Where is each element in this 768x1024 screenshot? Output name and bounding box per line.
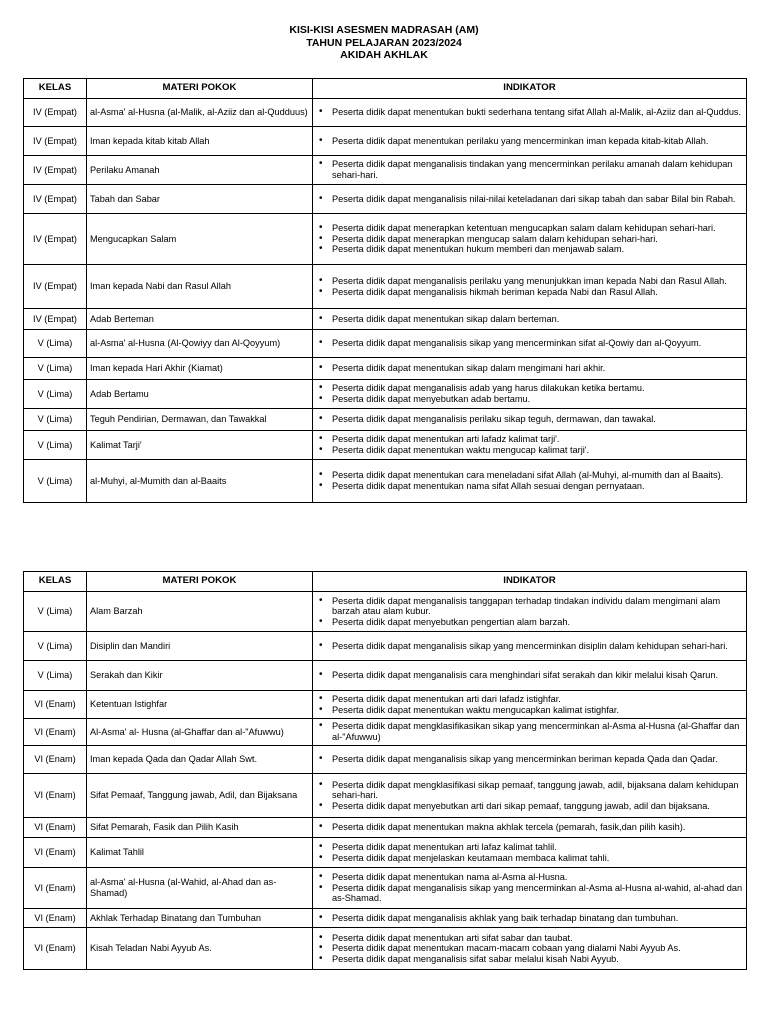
cell-materi-pokok: Teguh Pendirian, Dermawan, dan Tawakkal xyxy=(87,409,313,431)
indikator-item: • Peserta didik dapat menganalisis akhlak yang baik terhadap binatang dan tumbuhan. xyxy=(316,913,743,924)
cell-materi-pokok: Sifat Pemarah, Fasik dan Pilih Kasih xyxy=(87,818,313,838)
table-row xyxy=(24,928,747,970)
cell-kelas: VI (Enam) xyxy=(24,838,87,868)
cell-materi-pokok: Akhlak Terhadap Binatang dan Tumbuhan xyxy=(87,909,313,928)
indikator-item: • Peserta didik dapat menentukan macam-macam cobaan yang dialami Nabi Ayyub As. xyxy=(316,943,743,954)
cell-kelas: V (Lima) xyxy=(24,431,87,460)
table-row xyxy=(24,661,747,691)
indikator-list xyxy=(316,194,743,205)
cell-materi-pokok: al-Asma' al-Husna (Al-Qowiyy dan Al-Qoyyum) xyxy=(87,330,313,358)
cell-materi-pokok: Mengucapkan Salam xyxy=(87,214,313,265)
cell-materi-pokok: Kisah Teladan Nabi Ayyub As. xyxy=(87,928,313,970)
cell-indikator xyxy=(313,928,747,970)
cell-kelas: VI (Enam) xyxy=(24,746,87,774)
indikator-item: • Peserta didik dapat menganalisis adab yang harus dilakukan ketika bertamu. xyxy=(316,383,743,394)
indikator-list xyxy=(316,641,743,652)
header-indikator: INDIKATOR xyxy=(313,572,747,592)
cell-kelas: IV (Empat) xyxy=(24,127,87,156)
indikator-list xyxy=(316,872,743,904)
cell-indikator xyxy=(313,691,747,719)
cell-kelas: VI (Enam) xyxy=(24,928,87,970)
indikator-list xyxy=(316,338,743,349)
cell-materi-pokok: Iman kepada Nabi dan Rasul Allah xyxy=(87,265,313,309)
indikator-list xyxy=(316,913,743,924)
cell-indikator xyxy=(313,214,747,265)
table-row xyxy=(24,592,747,632)
table-row xyxy=(24,774,747,818)
indikator-list xyxy=(316,721,743,742)
indikator-item: • Peserta didik dapat menganalisis sifat sabar melalui kisah Nabi Ayyub. xyxy=(316,954,743,965)
cell-indikator xyxy=(313,156,747,185)
table-header-row xyxy=(24,79,747,99)
cell-indikator xyxy=(313,380,747,409)
subject-name: AKIDAH AKHLAK xyxy=(340,49,428,61)
cell-materi-pokok: Iman kepada Hari Akhir (Kiamat) xyxy=(87,358,313,380)
cell-indikator xyxy=(313,746,747,774)
cell-kelas: VI (Enam) xyxy=(24,719,87,746)
indikator-list xyxy=(316,314,743,325)
cell-materi-pokok: Kalimat Tahlil xyxy=(87,838,313,868)
cell-kelas: VI (Enam) xyxy=(24,868,87,909)
indikator-list xyxy=(316,434,743,455)
indikator-list xyxy=(316,363,743,374)
table-row xyxy=(24,460,747,503)
cell-indikator xyxy=(313,185,747,214)
table-row xyxy=(24,99,747,127)
table-row xyxy=(24,309,747,330)
indikator-list xyxy=(316,276,743,297)
table-row xyxy=(24,868,747,909)
cell-kelas: VI (Enam) xyxy=(24,909,87,928)
cell-kelas: V (Lima) xyxy=(24,330,87,358)
table-row xyxy=(24,185,747,214)
cell-kelas: VI (Enam) xyxy=(24,774,87,818)
cell-kelas: IV (Empat) xyxy=(24,214,87,265)
header-kelas: KELAS xyxy=(24,572,87,592)
indikator-item: • Peserta didik dapat menganalisis cara menghindari sifat serakah dan kikir melalui kisah Qarun. xyxy=(316,670,743,681)
cell-kelas: V (Lima) xyxy=(24,661,87,691)
indikator-item: • Peserta didik dapat menentukan makna akhlak tercela (pemarah, fasik,dan pilih kasih). xyxy=(316,822,743,833)
indikator-item: • Peserta didik dapat menentukan nama al-Asma al-Husna. xyxy=(316,872,743,883)
indikator-item: • Peserta didik dapat mengklasifikasikan sikap yang mencerminkan al-Asma al-Husna (al-Ghaffar dan al-"Afuwwu) xyxy=(316,721,743,742)
indikator-item: • Peserta didik dapat menerapkan mengucap salam dalam kehidupan sehari-hari. xyxy=(316,234,743,245)
kisi-table-2 xyxy=(23,571,747,970)
cell-indikator xyxy=(313,632,747,661)
cell-kelas: V (Lima) xyxy=(24,460,87,503)
indikator-item: • Peserta didik dapat menentukan waktu mengucapkan kalimat istighfar. xyxy=(316,705,743,716)
indikator-item: • Peserta didik dapat mengklasifikasi sikap pemaaf, tanggung jawab, adil, bijaksana dalam kehidupan sehari-hari. xyxy=(316,780,743,801)
indikator-list xyxy=(316,159,743,180)
indikator-item: • Peserta didik dapat menganalisis tanggapan terhadap tindakan individu dalam mengimani alam barzah atau alam kubur. xyxy=(316,596,743,617)
indikator-list xyxy=(316,596,743,628)
cell-materi-pokok: Kalimat Tarji' xyxy=(87,431,313,460)
indikator-item: • Peserta didik dapat menyebutkan pengertian alam barzah. xyxy=(316,617,743,628)
table-row xyxy=(24,214,747,265)
indikator-item: • Peserta didik dapat menentukan arti dari lafadz istighfar. xyxy=(316,694,743,705)
cell-indikator xyxy=(313,431,747,460)
table-row xyxy=(24,127,747,156)
indikator-item: • Peserta didik dapat menganalisis sikap yang mencerminkan al-Asma al-Husna al-wahid, al-ahad dan as-Shamad. xyxy=(316,883,743,904)
indikator-item: • Peserta didik dapat menentukan arti sifat sabar dan taubat. xyxy=(316,933,743,944)
cell-kelas: V (Lima) xyxy=(24,380,87,409)
cell-kelas: IV (Empat) xyxy=(24,156,87,185)
indikator-item: • Peserta didik dapat menentukan nama sifat Allah sesuai dengan pernyataan. xyxy=(316,481,743,492)
indikator-item: • Peserta didik dapat menentukan bukti sederhana tentang sifat Allah al-Malik, al-Aziiz dan al-Quddus. xyxy=(316,107,743,118)
cell-indikator xyxy=(313,330,747,358)
cell-materi-pokok: Disiplin dan Mandiri xyxy=(87,632,313,661)
indikator-list xyxy=(316,754,743,765)
indikator-list xyxy=(316,383,743,404)
indikator-item: • Peserta didik dapat menentukan sikap dalam berteman. xyxy=(316,314,743,325)
cell-indikator xyxy=(313,265,747,309)
table-row xyxy=(24,358,747,380)
indikator-item: • Peserta didik dapat menganalisis sikap yang mencerminkan beriman kepada Qada dan Qadar. xyxy=(316,754,743,765)
indikator-item: • Peserta didik dapat menganalisis hikmah beriman kepada Nabi dan Rasul Allah. xyxy=(316,287,743,298)
table-row xyxy=(24,265,747,309)
cell-materi-pokok: Adab Bertamu xyxy=(87,380,313,409)
indikator-list xyxy=(316,822,743,833)
table-row xyxy=(24,909,747,928)
indikator-list xyxy=(316,694,743,715)
cell-indikator xyxy=(313,592,747,632)
cell-materi-pokok: Alam Barzah xyxy=(87,592,313,632)
table-row xyxy=(24,838,747,868)
table-row xyxy=(24,746,747,774)
header-kelas: KELAS xyxy=(24,79,87,99)
indikator-item: • Peserta didik dapat menjelaskan keutamaan membaca kalimat tahli. xyxy=(316,853,743,864)
cell-indikator xyxy=(313,99,747,127)
table-row xyxy=(24,818,747,838)
header-materi-pokok: MATERI POKOK xyxy=(87,572,313,592)
table-row xyxy=(24,632,747,661)
cell-materi-pokok: al-Asma' al-Husna (al-Wahid, al-Ahad dan as-Shamad) xyxy=(87,868,313,909)
cell-materi-pokok: Iman kepada kitab kitab Allah xyxy=(87,127,313,156)
indikator-item: • Peserta didik dapat menentukan sikap dalam mengimani hari akhir. xyxy=(316,363,743,374)
cell-kelas: V (Lima) xyxy=(24,592,87,632)
cell-indikator xyxy=(313,868,747,909)
indikator-item: • Peserta didik dapat menyebutkan arti dari sikap pemaaf, tanggung jawab, adil dan bijaksana. xyxy=(316,801,743,812)
cell-kelas: V (Lima) xyxy=(24,409,87,431)
indikator-item: • Peserta didik dapat menentukan arti lafadz kalimat tarji'. xyxy=(316,434,743,445)
indikator-item: • Peserta didik dapat menganalisis sikap yang mencerminkan disiplin dalam kehidupan sehari-hari. xyxy=(316,641,743,652)
table-header-row xyxy=(24,572,747,592)
academic-year: TAHUN PELAJARAN 2023/2024 xyxy=(306,36,462,49)
header-materi-pokok: MATERI POKOK xyxy=(87,79,313,99)
cell-indikator xyxy=(313,409,747,431)
header-indikator: INDIKATOR xyxy=(313,79,747,99)
document-header xyxy=(0,24,768,62)
cell-kelas: IV (Empat) xyxy=(24,265,87,309)
indikator-item: • Peserta didik dapat menganalisis nilai-nilai keteladanan dari sikap tabah dan sabar Bilal bin Rabah. xyxy=(316,194,743,205)
indikator-item: • Peserta didik dapat menentukan perilaku yang mencerminkan iman kepada kitab-kitab Allah. xyxy=(316,136,743,147)
cell-materi-pokok: Sifat Pemaaf, Tanggung jawab, Adil, dan Bijaksana xyxy=(87,774,313,818)
indikator-item: • Peserta didik dapat menerapkan ketentuan mengucapkan salam dalam kehidupan sehari-hari. xyxy=(316,223,743,234)
cell-materi-pokok: Perilaku Amanah xyxy=(87,156,313,185)
cell-materi-pokok: Tabah dan Sabar xyxy=(87,185,313,214)
indikator-item: • Peserta didik dapat menganalisis perilaku sikap teguh, dermawan, dan tawakal. xyxy=(316,414,743,425)
indikator-list xyxy=(316,136,743,147)
kisi-table-1 xyxy=(23,78,747,503)
table-row xyxy=(24,431,747,460)
cell-indikator xyxy=(313,818,747,838)
cell-indikator xyxy=(313,774,747,818)
table-row xyxy=(24,156,747,185)
indikator-list xyxy=(316,470,743,491)
cell-kelas: IV (Empat) xyxy=(24,185,87,214)
table-row xyxy=(24,409,747,431)
cell-materi-pokok: Serakah dan Kikir xyxy=(87,661,313,691)
cell-indikator xyxy=(313,838,747,868)
indikator-item: • Peserta didik dapat menganalisis sikap yang mencerminkan sifat al-Qowiy dan al-Qoyyum. xyxy=(316,338,743,349)
indikator-list xyxy=(316,670,743,681)
cell-kelas: IV (Empat) xyxy=(24,309,87,330)
indikator-list xyxy=(316,933,743,965)
cell-indikator xyxy=(313,460,747,503)
cell-kelas: VI (Enam) xyxy=(24,818,87,838)
indikator-list xyxy=(316,842,743,863)
cell-indikator xyxy=(313,127,747,156)
indikator-item: • Peserta didik dapat menentukan cara meneladani sifat Allah (al-Muhyi, al-mumith dan al Baaits). xyxy=(316,470,743,481)
document-title: KISI-KISI ASESMEN MADRASAH (AM) xyxy=(289,24,479,36)
table-row xyxy=(24,691,747,719)
indikator-item: • Peserta didik dapat menentukan arti lafaz kalimat tahlil. xyxy=(316,842,743,853)
cell-materi-pokok: Iman kepada Qada dan Qadar Allah Swt. xyxy=(87,746,313,774)
table-row xyxy=(24,719,747,746)
indikator-item: • Peserta didik dapat menganalisis perilaku yang menunjukkan iman kepada Nabi dan Rasul Allah. xyxy=(316,276,743,287)
cell-indikator xyxy=(313,661,747,691)
cell-kelas: V (Lima) xyxy=(24,632,87,661)
cell-materi-pokok: al-Asma' al-Husna (al-Malik, al-Aziiz dan al-Qudduus) xyxy=(87,99,313,127)
cell-indikator xyxy=(313,358,747,380)
cell-materi-pokok: al-Muhyi, al-Mumith dan al-Baaits xyxy=(87,460,313,503)
cell-kelas: IV (Empat) xyxy=(24,99,87,127)
cell-kelas: VI (Enam) xyxy=(24,691,87,719)
cell-indikator xyxy=(313,719,747,746)
indikator-list xyxy=(316,780,743,812)
indikator-list xyxy=(316,223,743,255)
table-row xyxy=(24,330,747,358)
indikator-list xyxy=(316,414,743,425)
indikator-list xyxy=(316,107,743,118)
indikator-item: • Peserta didik dapat menyebutkan adab bertamu. xyxy=(316,394,743,405)
cell-indikator xyxy=(313,909,747,928)
cell-materi-pokok: Al-Asma' al- Husna (al-Ghaffar dan al-"Afuwwu) xyxy=(87,719,313,746)
indikator-item: • Peserta didik dapat menentukan waktu mengucap kalimat tarji'. xyxy=(316,445,743,456)
table-row xyxy=(24,380,747,409)
cell-materi-pokok: Ketentuan Istighfar xyxy=(87,691,313,719)
indikator-item: • Peserta didik dapat menganalisis tindakan yang mencerminkan perilaku amanah dalam kehidupan sehari-hari. xyxy=(316,159,743,180)
cell-materi-pokok: Adab Berteman xyxy=(87,309,313,330)
indikator-item: • Peserta didik dapat menentukan hukum memberi dan menjawab salam. xyxy=(316,244,743,255)
cell-kelas: V (Lima) xyxy=(24,358,87,380)
cell-indikator xyxy=(313,309,747,330)
